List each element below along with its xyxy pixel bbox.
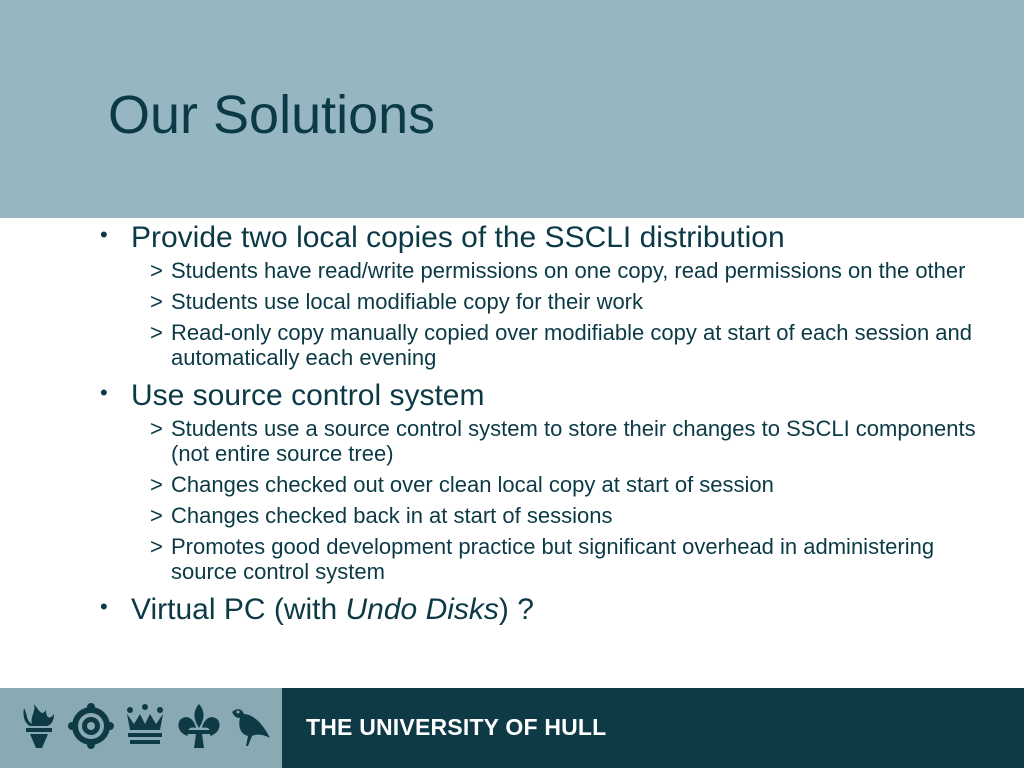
sub-bullet-marker: > — [150, 320, 163, 345]
bullet-text-part: ) ? — [498, 593, 534, 626]
bullet-item — [100, 378, 980, 414]
sub-bullet-item — [100, 534, 980, 584]
sub-bullet-text: Promotes good development practice but significant overhead in administering source control system — [171, 534, 935, 584]
sub-bullet-item — [100, 320, 980, 370]
sub-bullet-item — [100, 258, 980, 283]
slide-body — [100, 220, 980, 628]
bullet-item — [100, 220, 980, 256]
bullet-dot-icon: • — [100, 222, 108, 247]
sub-bullet-text: Changes checked out over clean local copy at start of session — [171, 472, 774, 497]
sub-bullet-text: Students have read/write permissions on one copy, read permissions on the other — [171, 258, 966, 283]
sub-bullet-text: Students use local modifiable copy for their work — [171, 289, 644, 314]
sub-bullet-text: Read-only copy manually copied over modifiable copy at start of each session and automatically each evening — [171, 320, 973, 370]
bullet-text: Provide two local copies of the SSCLI distribution — [131, 221, 785, 254]
sub-bullet-item — [100, 472, 980, 497]
bullet-item — [100, 592, 980, 628]
sub-bullet-text: Changes checked back in at start of sessions — [171, 503, 613, 528]
crown-icon — [122, 702, 168, 750]
bullet-dot-icon: • — [100, 380, 108, 405]
bullet-dot-icon: • — [100, 594, 108, 619]
sub-bullet-marker: > — [150, 289, 163, 314]
sub-bullet-text: Students use a source control system to store their changes to SSCLI components (not entire source tree) — [171, 416, 976, 466]
sub-bullet-item — [100, 416, 980, 466]
fleur-de-lis-icon — [176, 702, 222, 750]
university-name: THE UNIVERSITY OF HULL — [306, 714, 607, 740]
torch-icon — [16, 702, 62, 750]
sub-bullet-item — [100, 503, 980, 528]
rose-icon — [68, 702, 114, 750]
sub-bullet-marker: > — [150, 503, 163, 528]
sub-bullet-marker: > — [150, 534, 163, 559]
sub-bullet-item — [100, 289, 980, 314]
bullet-text: Use source control system — [131, 379, 485, 412]
sub-bullet-marker: > — [150, 258, 163, 283]
sub-bullet-marker: > — [150, 472, 163, 497]
bullet-text-italic: Undo Disks — [345, 593, 499, 626]
bird-icon — [226, 702, 272, 750]
sub-bullet-marker: > — [150, 416, 163, 441]
bullet-text-part: Virtual PC (with — [131, 593, 346, 626]
slide-title: Our Solutions — [108, 85, 436, 145]
